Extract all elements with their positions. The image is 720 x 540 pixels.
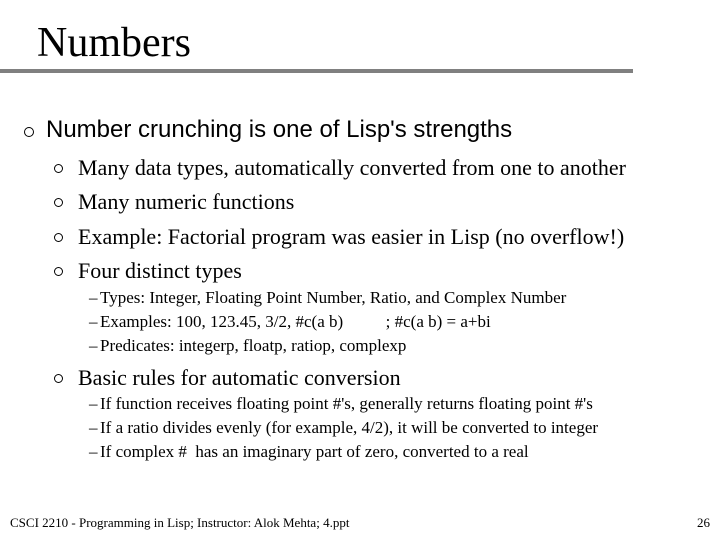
detail-text: If function receives floating point #'s, generally returns floating point #'s: [100, 394, 593, 413]
dash-marker: –: [89, 418, 98, 437]
footer-course-info: CSCI 2210 - Programming in Lisp; Instructor: Alok Mehta; 4.ppt: [10, 515, 350, 530]
detail-text: Predicates: integerp, floatp, ratiop, complexp: [100, 336, 407, 355]
dash-marker: –: [89, 312, 98, 331]
bullet-circle-icon: [54, 198, 63, 207]
detail-text: If a ratio divides evenly (for example, 4/2), it will be converted to integer: [100, 418, 599, 437]
bullet-circle-icon: [54, 374, 63, 383]
sub-bullet-text: Basic rules for automatic conversion: [78, 365, 401, 390]
dash-marker: –: [89, 442, 98, 461]
main-bullet-text: Number crunching is one of Lisp's strengths: [46, 116, 513, 143]
sub-bullet-text: Four distinct types: [78, 258, 242, 283]
title-underline: [0, 69, 633, 73]
dash-marker: –: [89, 394, 98, 413]
detail-text: If complex # has an imaginary part of zero, converted to a real: [100, 442, 529, 461]
bullet-circle-icon: [54, 164, 63, 173]
bullet-circle-icon: [54, 233, 63, 242]
dash-marker: –: [89, 288, 98, 307]
detail-text: Types: Integer, Floating Point Number, Ratio, and Complex Number: [100, 288, 567, 307]
dash-marker: –: [89, 336, 98, 355]
sub-bullet-text: Many numeric functions: [78, 189, 295, 214]
sub-bullet-text: Example: Factorial program was easier in Lisp (no overflow!): [78, 224, 625, 249]
sub-bullet-text: Many data types, automatically converted from one to another: [78, 155, 626, 180]
footer-page-number: 26: [697, 515, 710, 530]
bullet-circle-icon: [54, 267, 63, 276]
bullet-circle-icon: [24, 127, 34, 137]
page-title: Numbers: [37, 20, 191, 66]
detail-text: Examples: 100, 123.45, 3/2, #c(a b) ; #c(a b) = a+bi: [100, 312, 491, 331]
